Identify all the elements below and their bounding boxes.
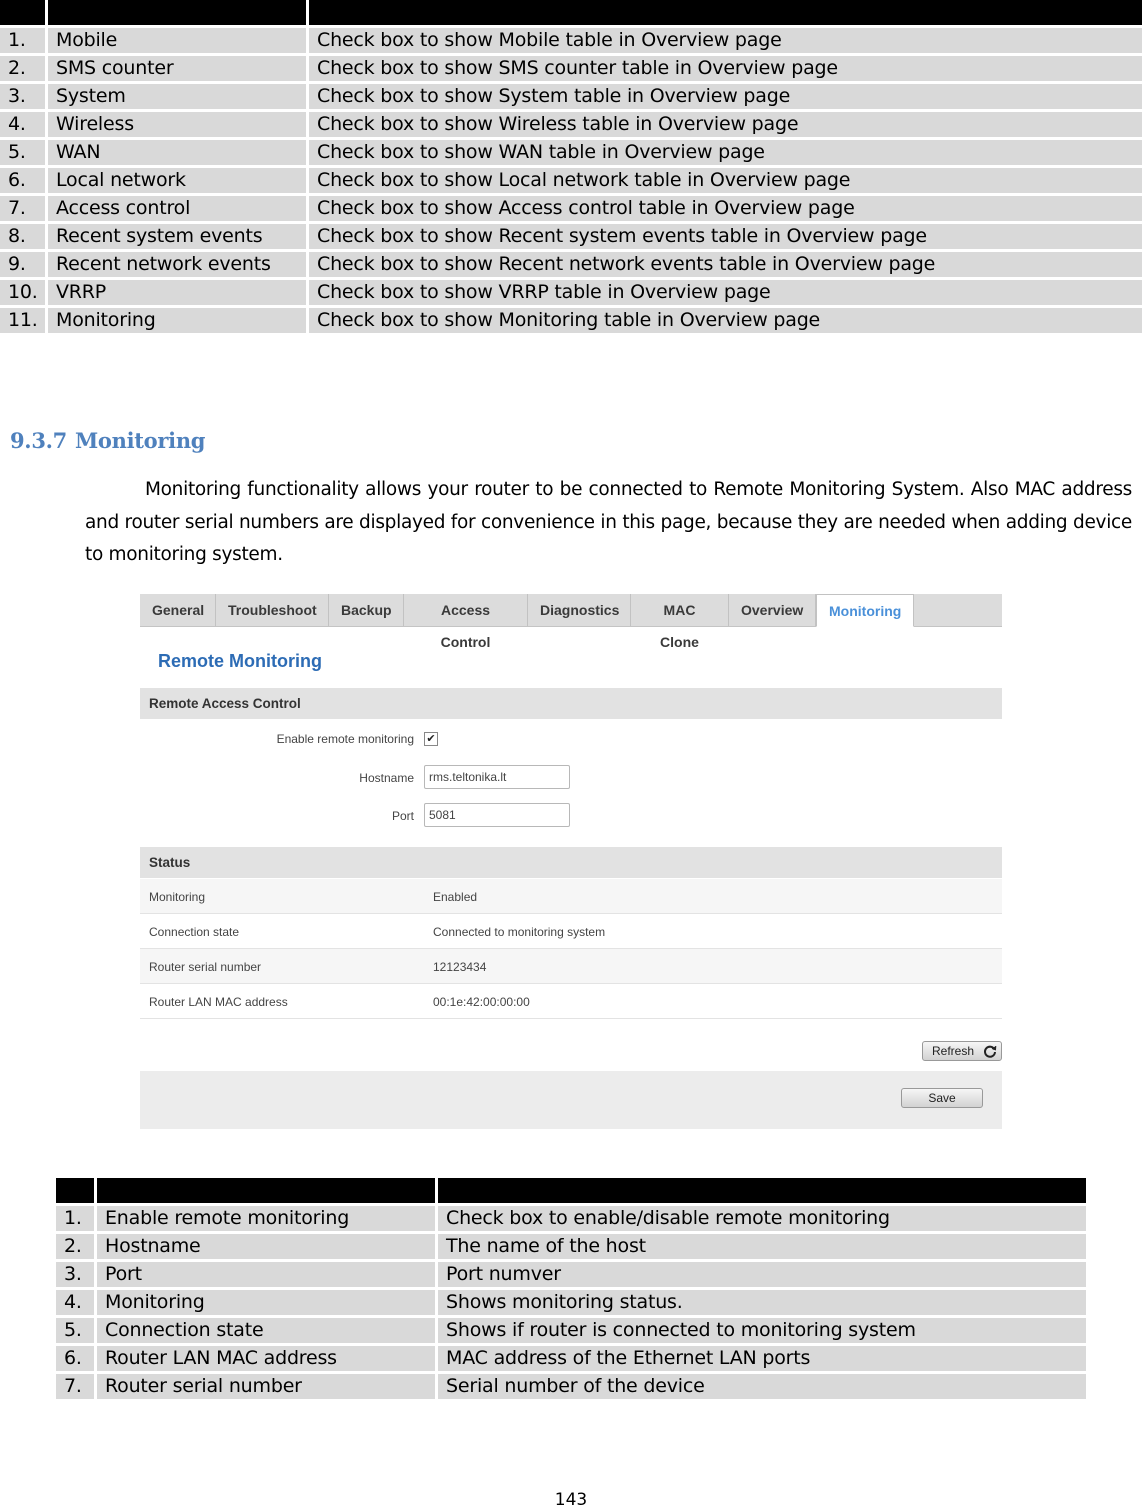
status-row-serial-number: Router serial number 12123434 (140, 949, 1002, 984)
monitoring-fields-table (53, 1175, 1089, 1402)
table-row: 3. System Check box to show System table in Overview page (0, 84, 1142, 109)
status-row-connection-state: Connection state Connected to monitoring system (140, 914, 1002, 949)
status-header: Status (140, 847, 1002, 878)
table-row: 1. Enable remote monitoring Check box to enable/disable remote monitoring (56, 1206, 1086, 1231)
page-title: Remote Monitoring (158, 651, 322, 671)
section-heading (10, 428, 205, 453)
page-number: 143 (554, 1490, 588, 1510)
refresh-button[interactable]: Refresh (922, 1041, 1002, 1061)
table-row: 8. Recent system events Check box to show Recent system events table in Overview page (0, 224, 1142, 249)
table-row: 9. Recent network events Check box to show Recent network events table in Overview page (0, 252, 1142, 277)
tab-overview[interactable]: Overview (729, 594, 816, 626)
table-row: 7. Router serial number Serial number of the device (56, 1374, 1086, 1399)
enable-remote-monitoring-checkbox[interactable]: ✔ (424, 732, 438, 746)
table-row: 5. WAN Check box to show WAN table in Overview page (0, 140, 1142, 165)
section-paragraph: Monitoring functionality allows your router to be connected to Remote Monitoring System. Also MAC address and router serial numbers are displayed for convenience in this page, because they are needed when adding device to monitoring system. (85, 479, 1132, 565)
tab-mac-clone[interactable]: MAC Clone (631, 594, 729, 626)
table-header-row (56, 1178, 1086, 1203)
table-row: 3. Port Port numver (56, 1262, 1086, 1287)
tab-troubleshoot[interactable]: Troubleshoot (216, 594, 329, 626)
footer-bar (140, 1071, 1002, 1129)
enable-remote-monitoring-label: Enable remote monitoring (276, 732, 414, 746)
table-row: 4. Monitoring Shows monitoring status. (56, 1290, 1086, 1315)
monitoring-screenshot (140, 594, 1002, 1129)
tab-bar (140, 594, 1002, 650)
table-row: 7. Access control Check box to show Access control table in Overview page (0, 196, 1142, 221)
tab-backup[interactable]: Backup (329, 594, 404, 626)
save-button[interactable]: Save (901, 1088, 983, 1108)
tab-access-control[interactable]: Access Control (404, 594, 528, 626)
tab-diagnostics[interactable]: Diagnostics (528, 594, 631, 626)
table-row: 6. Router LAN MAC address MAC address of the Ethernet LAN ports (56, 1346, 1086, 1371)
section-number: 9.3.7 (10, 428, 67, 453)
table-row: 1. Mobile Check box to show Mobile table in Overview page (0, 28, 1142, 53)
overview-fields-table (0, 0, 1142, 336)
tab-general[interactable]: General (140, 594, 216, 626)
table-row: 5. Connection state Shows if router is connected to monitoring system (56, 1318, 1086, 1343)
hostname-input[interactable]: rms.teltonika.lt (424, 765, 570, 789)
table-row: 11. Monitoring Check box to show Monitoring table in Overview page (0, 308, 1142, 333)
table-row: 2. Hostname The name of the host (56, 1234, 1086, 1259)
table-row: 6. Local network Check box to show Local network table in Overview page (0, 168, 1142, 193)
table-row: 4. Wireless Check box to show Wireless table in Overview page (0, 112, 1142, 137)
tab-monitoring[interactable]: Monitoring (816, 594, 914, 627)
status-row-lan-mac: Router LAN MAC address 00:1e:42:00:00:00 (140, 984, 1002, 1019)
table-header-row (0, 0, 1142, 25)
status-row-monitoring: Monitoring Enabled (140, 879, 1002, 914)
refresh-icon (983, 1044, 997, 1058)
port-input[interactable]: 5081 (424, 803, 570, 827)
section-title: Monitoring (74, 428, 206, 453)
remote-access-control-header: Remote Access Control (140, 688, 1002, 719)
table-row: 10. VRRP Check box to show VRRP table in Overview page (0, 280, 1142, 305)
table-row: 2. SMS counter Check box to show SMS counter table in Overview page (0, 56, 1142, 81)
hostname-label: Hostname (359, 771, 414, 785)
port-label: Port (391, 809, 414, 823)
